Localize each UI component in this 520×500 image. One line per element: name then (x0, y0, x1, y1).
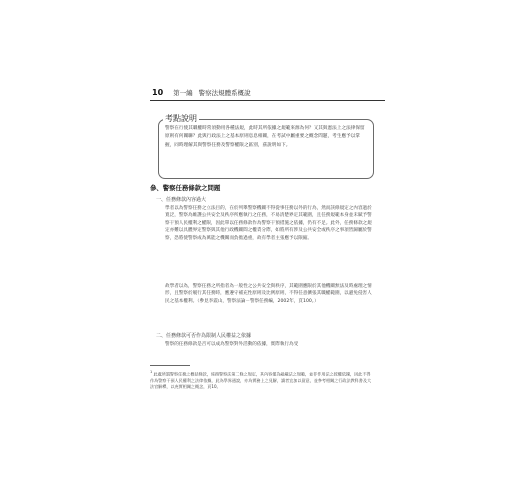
page-number: 10 (152, 88, 164, 97)
footnote-rule (150, 365, 190, 366)
paragraph-1: 學者以為警察任務之立法目的，在於列舉警察機關不得從事任務以外的行為，然而該條規定之內容過於寬泛，警察為維護公共安全及秩序所應執行之任務，不易清楚界定其範圍，且任務規範本身並未賦予警察干預人民權利之權限，因此單以任務條款作為警察干預措施之依據，仍有不足。此外，任務條款之規定亦難以具體界定警察與其他行政機關間之權責分際，如將所有涉及公共安全或秩序之事項皆歸屬於警察，恐將使警察成為萬能之機關而負擔過重，故有學者主張應予以限縮。 (165, 206, 372, 241)
paragraph-3: 警察的任務條款是否可以成為警察對外活動的依據，實際執行為受 (165, 342, 299, 347)
key-point-title: 考點說明 (165, 114, 197, 123)
subsection-heading-1: 一、任務條款內容過大 (156, 197, 207, 203)
paragraph-2: 故學者以為，警察任務之所指者為一般性之公共安全與秩序，其範圍應限於其他機關無法及時處理之情形，且警察於履行其任務時，應遵守補充性原則及比例原則，不得任意擴張其職權範圍，以避免侵害人民之基本權利。（參見李震山，警察法論－警察任務編，2002年，頁100。） (165, 284, 372, 304)
section-heading: 參、警察任務條款之問題 (150, 184, 221, 192)
section-label: 警察法規體系概說 (198, 89, 251, 97)
chapter-label: 第一編 (173, 89, 193, 97)
key-point-text: 警察在行使其職權時常須動用各種法規，此時其所依據之規範來源為何？又其與憲法上之法律保留原則有何關聯？此與行政法上之基本原則息息相關，在考試中屬重要之概念問題，考生應予以掌握，同時理解其與警察任務及警察權限之區別，茲說明如下。 (165, 126, 365, 148)
subsection-heading-2: 二、任務條款可否作為限制人民權益之依據 (156, 333, 252, 339)
footnote-text: 此處所謂警察任務之概括條款，係指警察法第二條之規定，其內容僅為組織法之規範，並非作用法之授權依據，因此不得作為警察干預人民權利之法律依據，此為學界通說，亦為實務上之見解，讀者宜加以留意，並參考相關之行政法教科書及大法官解釋，以充實相關之概念，頁10。 (150, 371, 372, 390)
running-header (152, 86, 392, 100)
footnote (150, 369, 372, 391)
footnote-marker: 1 (150, 370, 153, 374)
header-rule (150, 100, 385, 101)
